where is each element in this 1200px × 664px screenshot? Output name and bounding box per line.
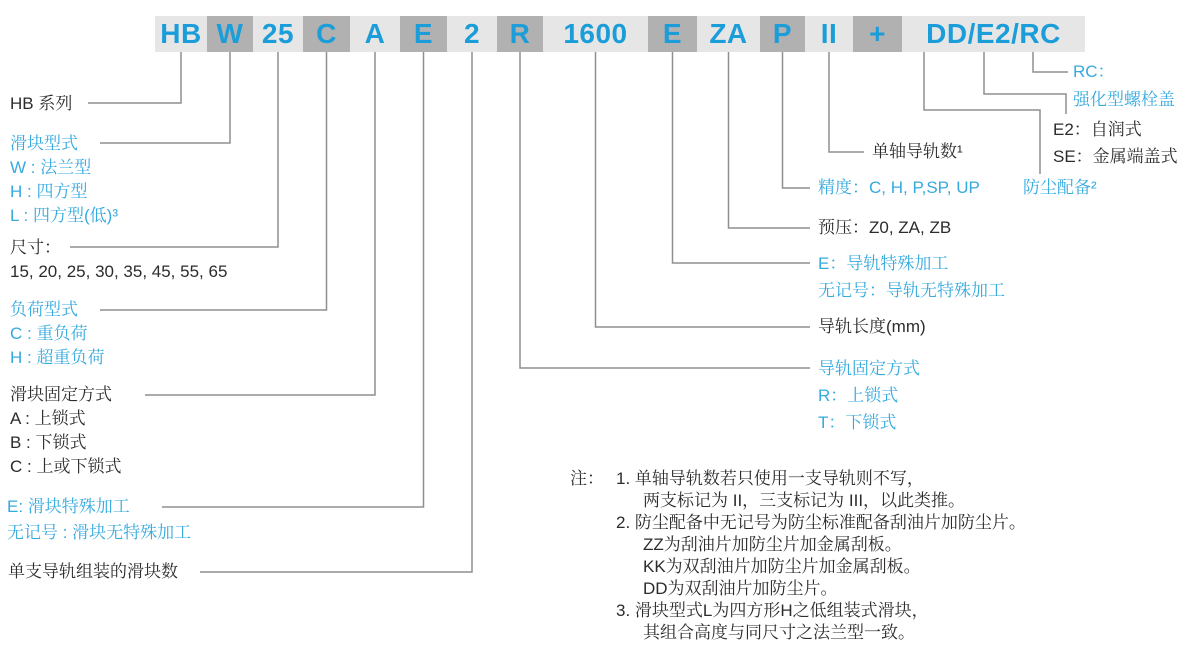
code-segment-0-hb: HB bbox=[155, 16, 207, 52]
label-preload-line-0: 预压：Z0, ZA, ZB bbox=[818, 218, 952, 237]
note-line-7: 其组合高度与同尺寸之法兰型一致。 bbox=[643, 623, 915, 642]
label-precision-line-0: 精度：C, H, P,SP, UP bbox=[818, 178, 980, 197]
label-block-mounting-line-2: B : 下锁式 bbox=[10, 433, 87, 452]
connector-rail-machining bbox=[673, 52, 811, 263]
label-load-type-line-1: C : 重负荷 bbox=[10, 324, 88, 343]
label-block-type-line-2: H : 四方型 bbox=[10, 182, 88, 201]
code-segment-3-c: C bbox=[303, 16, 350, 52]
label-load-type-line-0: 负荷型式 bbox=[10, 300, 78, 319]
code-segment-10-za: ZA bbox=[697, 16, 760, 52]
label-block-machining-line-1: 无记号 : 滑块无特殊加工 bbox=[7, 523, 192, 542]
code-segment-13-: + bbox=[853, 16, 902, 52]
connector-block-type bbox=[100, 52, 230, 143]
connector-precision bbox=[783, 52, 811, 188]
label-rail-mounting-line-0: 导轨固定方式 bbox=[818, 359, 920, 378]
connector-blocks-per-rail bbox=[200, 52, 472, 572]
connector-preload bbox=[729, 52, 811, 228]
label-group-size bbox=[10, 236, 227, 284]
connector-end-cap bbox=[984, 52, 1066, 114]
label-rail-mounting-line-1: R：上锁式 bbox=[818, 386, 899, 405]
code-segment-11-p: P bbox=[760, 16, 805, 52]
label-block-type-line-3: L : 四方型(低)³ bbox=[10, 206, 118, 225]
connector-rail-length bbox=[596, 52, 811, 327]
label-group-end-cap bbox=[1053, 116, 1178, 170]
label-series-line-0: HB 系列 bbox=[10, 94, 73, 113]
label-group-bolt-cap bbox=[1073, 58, 1175, 114]
note-line-2: 2. 防尘配备中无记号为防尘标准配备刮油片加防尘片。 bbox=[616, 513, 1026, 532]
code-segment-9-e: E bbox=[648, 16, 697, 52]
model-code-bar bbox=[155, 16, 1085, 52]
label-group-rails-per-axis bbox=[872, 140, 963, 164]
code-segment-14-dde2rc: DD/E2/RC bbox=[902, 16, 1085, 52]
label-group-load-type bbox=[10, 298, 104, 370]
label-group-block-type bbox=[10, 132, 118, 228]
label-group-dust-protection bbox=[1023, 176, 1097, 200]
label-size-line-0: 尺寸： bbox=[10, 238, 61, 257]
label-group-block-machining bbox=[7, 494, 191, 546]
note-line-4: KK为双刮油片加防尘片加金属刮板。 bbox=[643, 557, 921, 576]
code-segment-4-a: A bbox=[350, 16, 400, 52]
label-rails-per-axis-line-0: 单轴导轨数¹ bbox=[872, 142, 963, 161]
label-group-rail-length bbox=[818, 315, 926, 339]
label-bolt-cap-line-1: 强化型螺栓盖 bbox=[1073, 90, 1175, 109]
label-size-line-1: 15, 20, 25, 30, 35, 45, 55, 65 bbox=[10, 262, 228, 281]
label-bolt-cap-line-0: RC： bbox=[1073, 62, 1115, 81]
label-end-cap-line-1: SE：金属端盖式 bbox=[1053, 147, 1178, 166]
note-line-5: DD为双刮油片加防尘片。 bbox=[643, 579, 838, 598]
notes-prefix: 注： bbox=[570, 469, 604, 488]
label-block-type-line-1: W : 法兰型 bbox=[10, 158, 92, 177]
label-block-mounting-line-3: C : 上或下锁式 bbox=[10, 457, 122, 476]
label-block-type-line-0: 滑块型式 bbox=[10, 134, 78, 153]
label-group-preload bbox=[818, 216, 951, 240]
code-segment-8-1600: 1600 bbox=[543, 16, 648, 52]
label-block-mounting-line-1: A : 上锁式 bbox=[10, 409, 86, 428]
label-group-precision bbox=[818, 176, 980, 200]
code-segment-1-w: W bbox=[207, 16, 253, 52]
label-end-cap-line-0: E2：自润式 bbox=[1053, 120, 1142, 139]
note-line-0: 1. 单轴导轨数若只使用一支导轨则不写， bbox=[616, 469, 924, 488]
label-group-rail-machining bbox=[818, 250, 1005, 304]
label-rail-machining-line-0: E：导轨特殊加工 bbox=[818, 254, 949, 273]
note-line-3: ZZ为刮油片加防尘片加金属刮板。 bbox=[643, 535, 902, 554]
connector-bolt-cap bbox=[1033, 52, 1068, 72]
label-rail-mounting-line-2: T：下锁式 bbox=[818, 413, 897, 432]
code-segment-7-r: R bbox=[497, 16, 543, 52]
label-block-mounting-line-0: 滑块固定方式 bbox=[10, 385, 112, 404]
label-dust-protection-line-0: 防尘配备² bbox=[1023, 178, 1097, 197]
connector-series bbox=[88, 52, 181, 103]
code-segment-12-ii: II bbox=[805, 16, 853, 52]
label-group-rail-mounting bbox=[818, 355, 920, 436]
code-segment-5-e: E bbox=[400, 16, 447, 52]
code-segment-2-25: 25 bbox=[253, 16, 303, 52]
note-line-6: 3. 滑块型式L为四方形H之低组装式滑块， bbox=[616, 601, 929, 620]
label-group-block-mounting bbox=[10, 383, 121, 479]
connector-rails-per-axis bbox=[829, 52, 864, 152]
note-line-1: 两支标记为 II，三支标记为 III，以此类推。 bbox=[643, 491, 966, 510]
label-load-type-line-2: H : 超重负荷 bbox=[10, 348, 105, 367]
label-rail-length-line-0: 导轨长度(mm) bbox=[818, 317, 926, 336]
label-blocks-per-rail-line-0: 单支导轨组装的滑块数 bbox=[8, 562, 178, 581]
connector-rail-mounting bbox=[520, 52, 810, 368]
label-rail-machining-line-1: 无记号：导轨无特殊加工 bbox=[818, 281, 1005, 300]
label-block-machining-line-0: E: 滑块特殊加工 bbox=[7, 497, 130, 516]
label-group-series bbox=[10, 92, 72, 116]
code-segment-6-2: 2 bbox=[447, 16, 497, 52]
label-group-blocks-per-rail bbox=[8, 560, 178, 584]
